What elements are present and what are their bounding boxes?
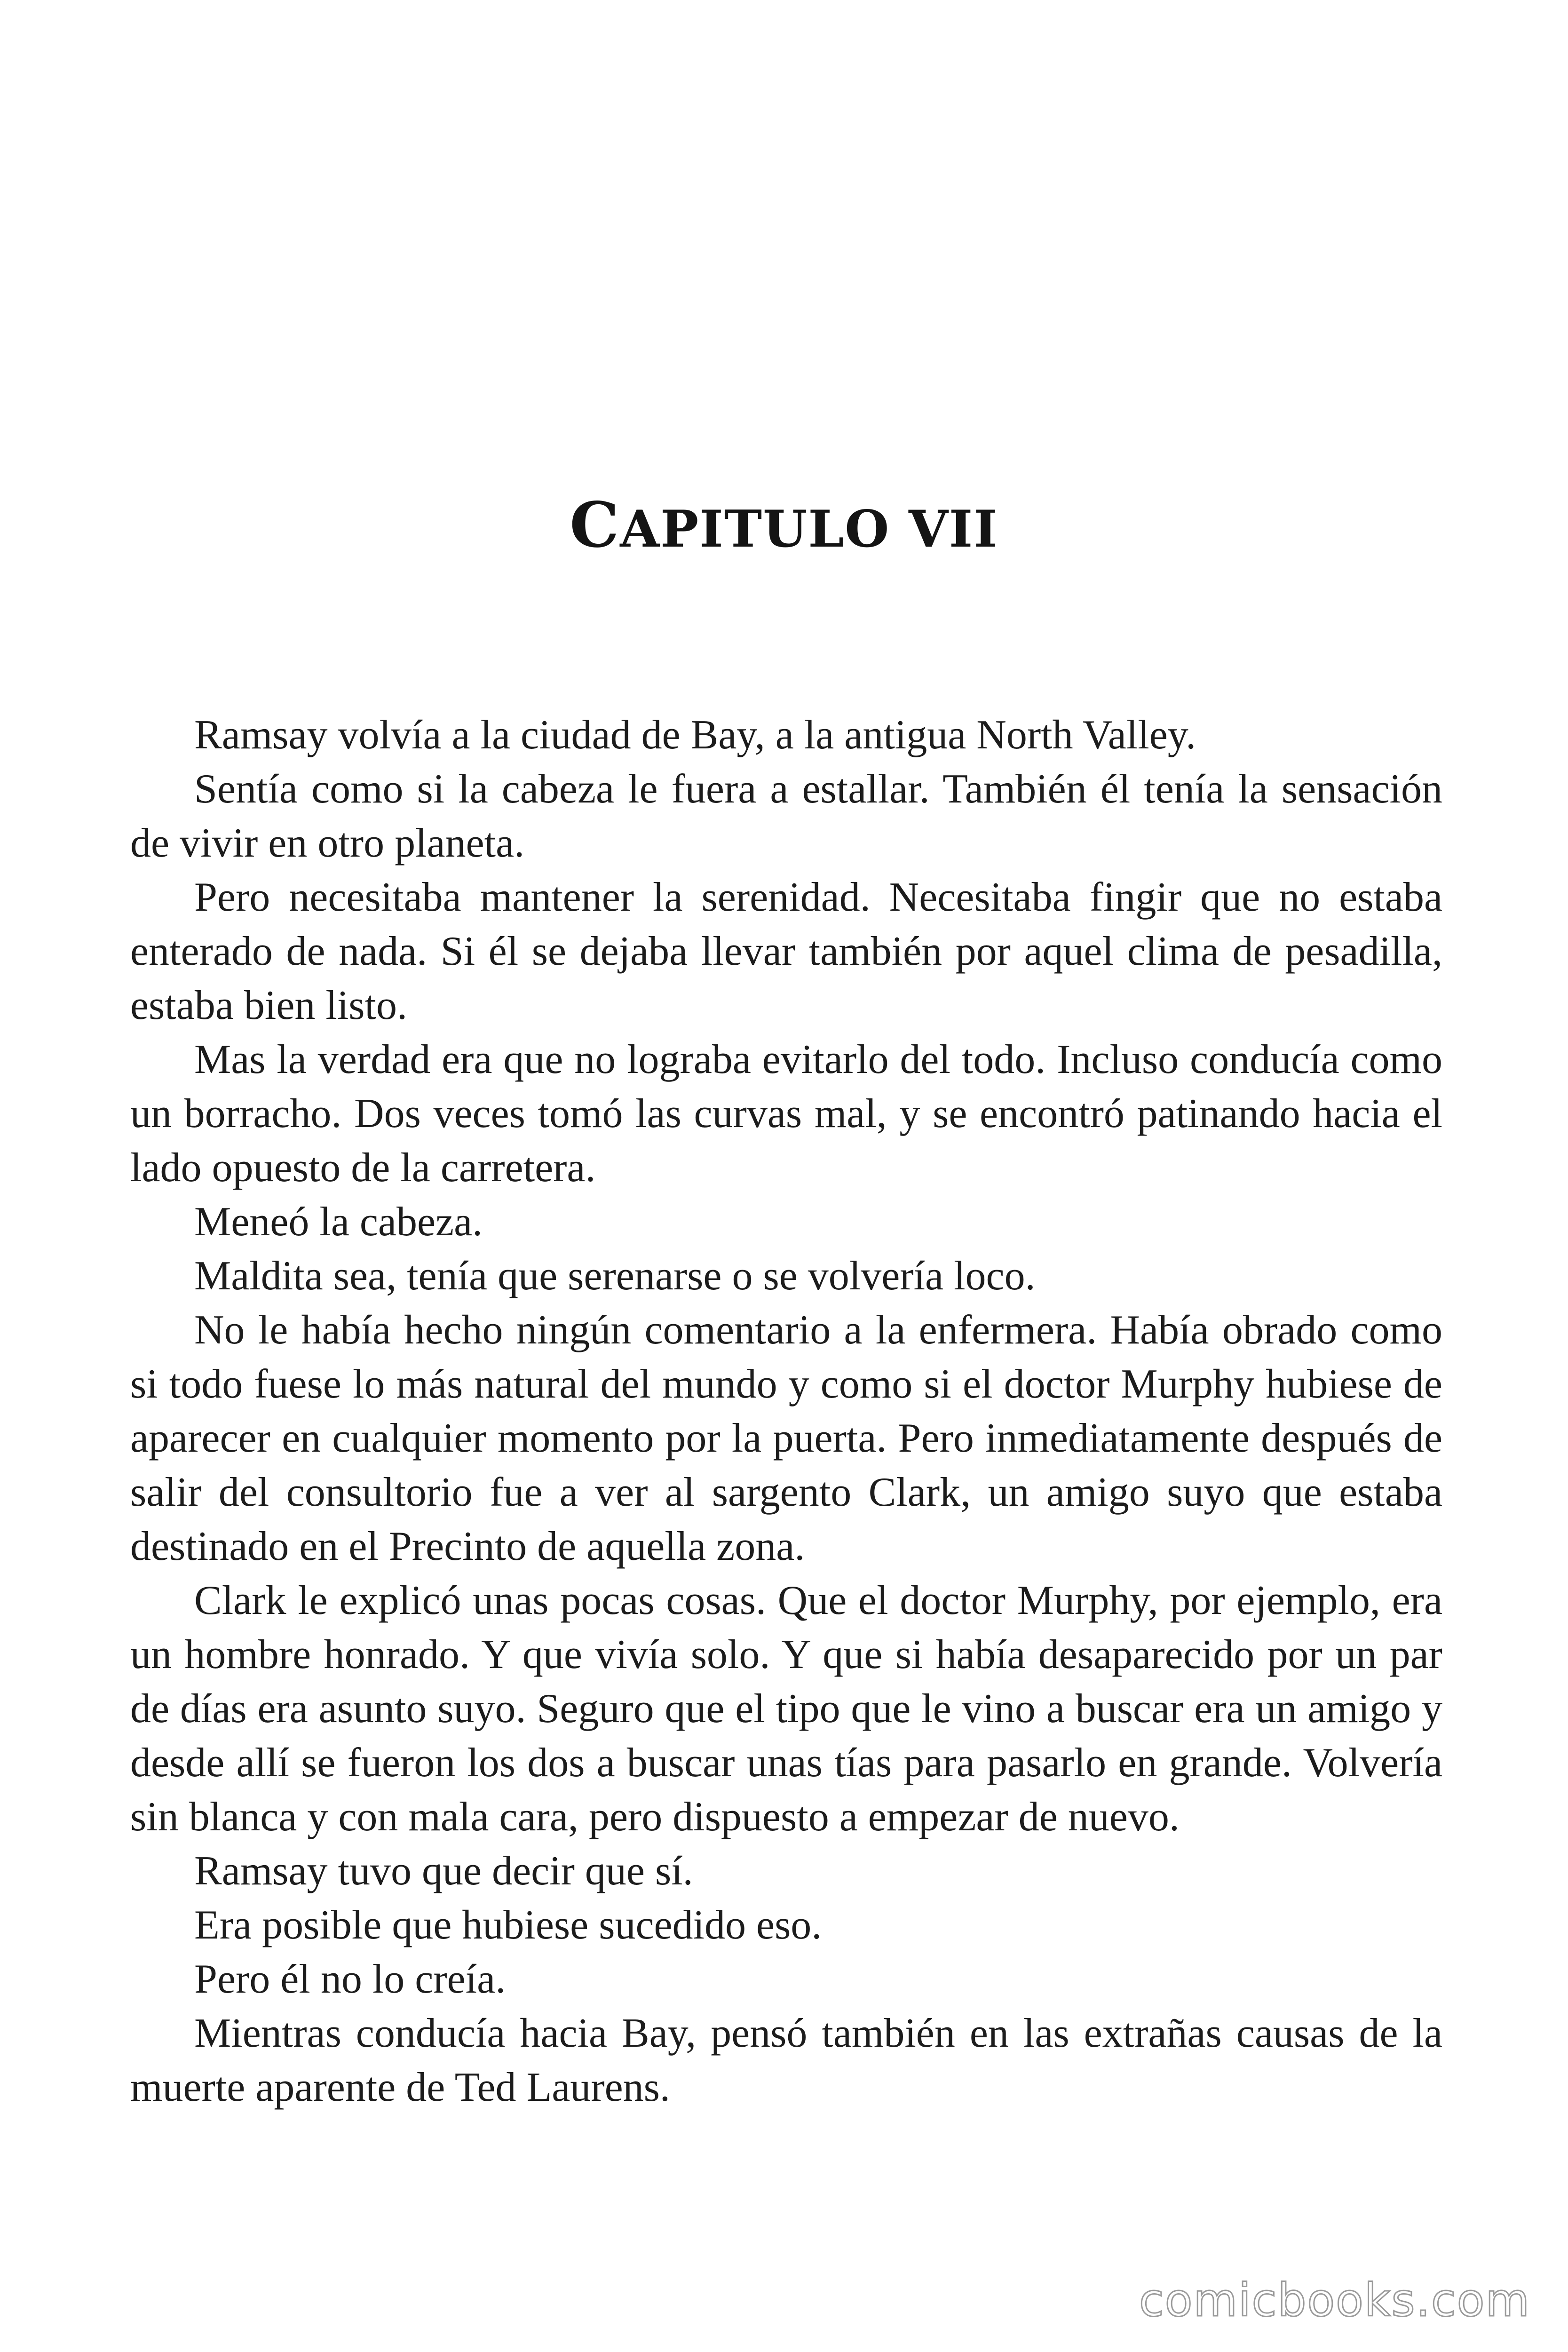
chapter-title-initial: C	[570, 489, 620, 562]
paragraph: Meneó la cabeza.	[194, 1199, 483, 1245]
paragraph: Mientras conducía hacia Bay, pensó también en las extrañas causas de la muerte aparente de Ted Laurens.	[130, 2010, 1442, 2110]
chapter-title	[0, 489, 1568, 562]
paragraph: Pero necesitaba mantener la serenidad. Necesitaba fingir que no estaba enterado de nada. Si él se dejaba llevar también por aquel clima de pesadilla, estaba bien listo.	[130, 874, 1442, 1028]
paragraph: No le había hecho ningún comentario a la enfermera. Había obrado como si todo fuese lo más natural del mundo y como si el doctor Murphy hubiese de aparecer en cualquier momento por la puerta. Pero inmediatamente después de salir del consultorio fue a ver al sargento Clark, un amigo suyo que estaba destinado en el Precinto de aquella zona.	[130, 1307, 1442, 1569]
paragraph: Ramsay tuvo que decir que sí.	[194, 1848, 693, 1894]
paragraph: Mas la verdad era que no lograba evitarlo del todo. Incluso conducía como un borracho. Dos veces tomó las curvas mal, y se encontró patinando hacia el lado opuesto de la carretera.	[130, 1037, 1442, 1191]
paragraph: Sentía como si la cabeza le fuera a estallar. También él tenía la sensación de vivir en otro planeta.	[130, 766, 1442, 866]
paragraph: Maldita sea, tenía que serenarse o se volvería loco.	[194, 1253, 1036, 1299]
paragraph: Clark le explicó unas pocas cosas. Que el doctor Murphy, por ejemplo, era un hombre honrado. Y que vivía solo. Y que si había desaparecido por un par de días era asunto suyo. Seguro que el tipo que le vino a buscar era un amigo y desde allí se fueron los dos a buscar unas tías para pasarlo en grande. Volvería sin blanca y con mala cara, pero dispuesto a empezar de nuevo.	[130, 1578, 1442, 1840]
watermark: comicbooks.com	[1139, 2274, 1530, 2327]
chapter-title-rest: APITULO VII	[620, 500, 998, 559]
paragraph: Ramsay volvía a la ciudad de Bay, a la antigua North Valley.	[194, 712, 1196, 758]
paragraph: Pero él no lo creía.	[194, 1956, 506, 2002]
paragraph: Era posible que hubiese sucedido eso.	[194, 1902, 822, 1948]
chapter-body	[130, 708, 1442, 2114]
